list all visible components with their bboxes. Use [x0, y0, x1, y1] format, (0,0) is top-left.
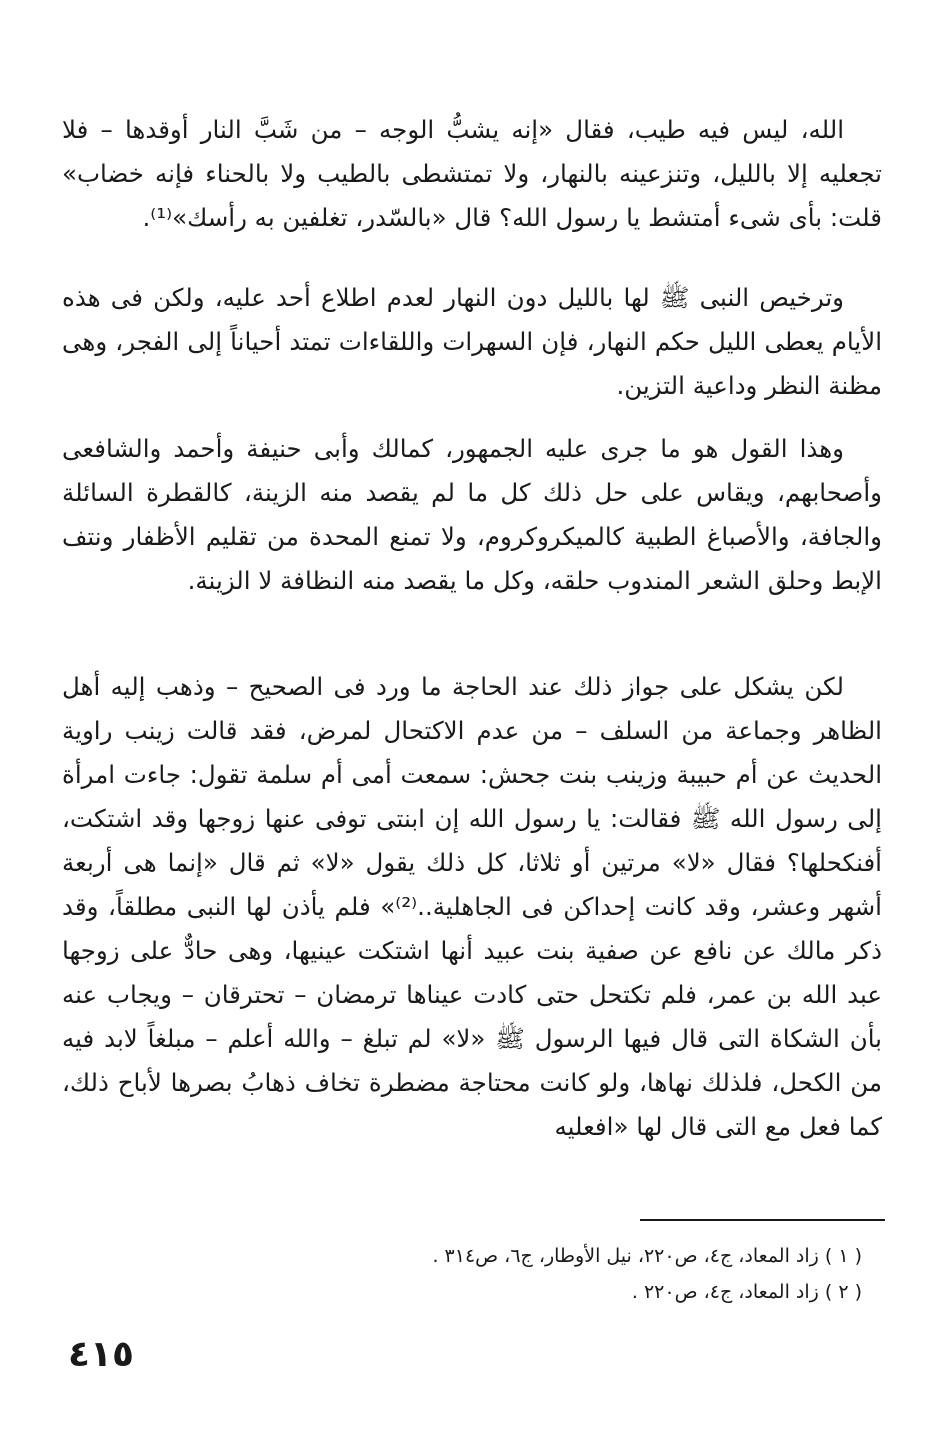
paragraph-text: لكن يشكل على جواز ذلك عند الحاجة ما ورد فى الصحيح – وذهب إليه أهل الظاهر وجماعة من السلف – من عدم الاكتحال لمرض، فقد قالت زينب راوية الحديث عن أم حبيبة وزينب بنت جحش: سمعت أمى أم سلمة تقول: جاءت امرأة إلى رسول الله ﷺ فقالت: يا رسول الله إن ابنتى توفى عنها زوجها وقد اشتكت، أفنكحلها؟ فقال «لا» مرتين أو ثلاثا، كل ذلك يقول «لا» ثم قال «إنما هى أربعة أشهر وعشر، وقد كانت إحداكن فى الجاهلية..⁽²⁾» فلم يأذن لها النبى مطلقاً، وقد ذكر مالك عن نافع عن صفية بنت عبيد أنها اشتكت عينيها، وهى حادٌّ على زوجها عبد الله بن عمر، فلم تكتحل حتى كادت عيناها ترمضان – تحترقان – ويجاب عنه بأن الشكاة التى قال فيها الرسول ﷺ «لا» لم تبلغ – والله أعلم – مبلغاً لابد فيه من الكحل، فلذلك نهاها، ولو كانت محتاجة مضطرة تخاف ذهابُ بصرها لأباح ذلك، كما فعل مع التى قال لها «افعليه	[62, 672, 882, 1141]
footnote-1: ( ١ ) زاد المعاد، ج٤، ص٢٢٠، نيل الأوطار، ج٦، ص٣١٤ .	[432, 1245, 862, 1267]
paragraph-text: الله، ليس فيه طيب، فقال «إنه يشبُّ الوجه – من شَبَّ النار أوقدها – فلا تجعليه إلا بالليل، وتنزعينه بالنهار، ولا تمتشطى بالطيب ولا بالحناء فإنه خضاب» قلت: بأى شىء أمتشط يا رسول الله؟ قال «بالسّدر، تغلفين به رأسك»⁽¹⁾.	[62, 115, 882, 232]
paragraph-2	[62, 276, 882, 408]
footnotes	[62, 1238, 862, 1310]
paragraph-4	[62, 665, 882, 1149]
paragraph-1	[62, 108, 882, 240]
page-number: ٤١٥	[68, 1334, 134, 1375]
paragraph-text: وهذا القول هو ما جرى عليه الجمهور، كمالك وأبى حنيفة وأحمد والشافعى وأصحابهم، ويقاس على حل ذلك كل ما لم يقصد منه الزينة، كالقطرة السائلة والجافة، والأصباغ الطبية كالميكروكروم، ولا تمنع المحدة من تقليم الأظفار ونتف الإبط وحلق الشعر المندوب حلقه، وكل ما يقصد منه النظافة لا الزينة.	[62, 434, 882, 595]
footnote-divider	[640, 1219, 885, 1221]
paragraph-text: وترخيص النبى ﷺ لها بالليل دون النهار لعدم اطلاع أحد عليه، ولكن فى هذه الأيام يعطى الليل حكم النهار، فإن السهرات واللقاءات تمتد أحياناً إلى الفجر، وهى مظنة النظر وداعية التزين.	[62, 283, 882, 400]
paragraph-3	[62, 427, 882, 603]
footnote-2: ( ٢ ) زاد المعاد، ج٤، ص٢٢٠ .	[631, 1281, 862, 1303]
